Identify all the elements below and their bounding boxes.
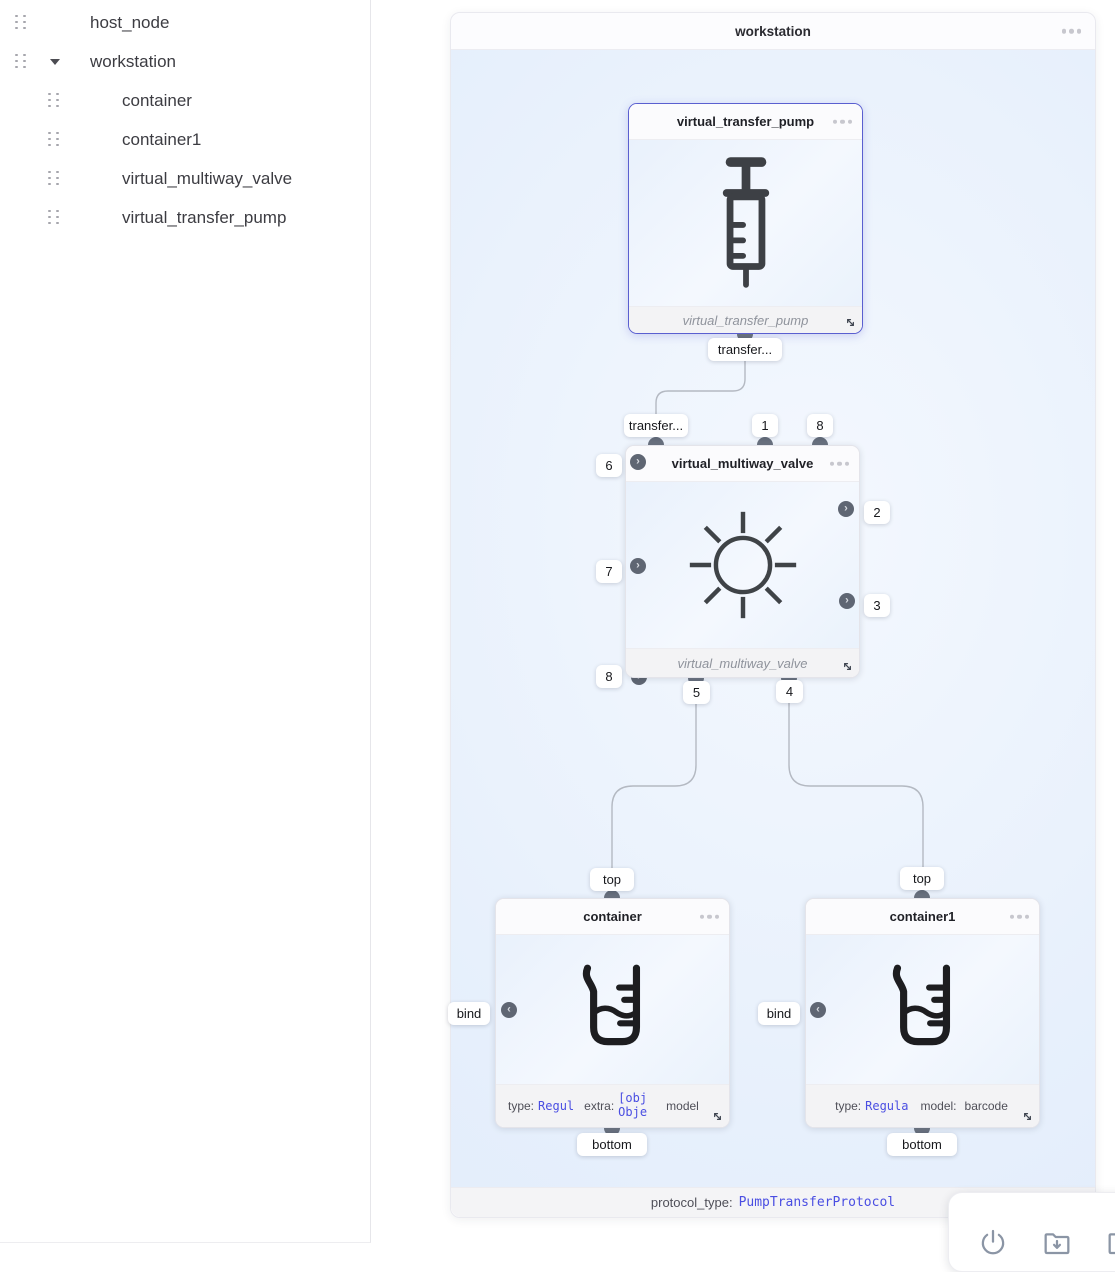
- node-body[interactable]: [806, 935, 1039, 1084]
- node-virtual-multiway-valve[interactable]: [625, 445, 860, 678]
- model-label: model:: [920, 1099, 957, 1113]
- device-tree-sidebar: [0, 0, 371, 1243]
- beaker-icon: [872, 956, 974, 1064]
- tree-item-label[interactable]: virtual_multiway_valve: [122, 168, 293, 188]
- tree-item-workstation[interactable]: [0, 42, 370, 81]
- drag-handle-icon[interactable]: [48, 93, 60, 109]
- port-label-valve-transfer[interactable]: transfer...: [624, 414, 688, 437]
- more-menu-icon[interactable]: [1062, 29, 1082, 34]
- port-label-container1-bind[interactable]: bind: [758, 1002, 800, 1025]
- drag-handle-icon[interactable]: [48, 210, 60, 226]
- port-label-valve-3[interactable]: 3: [864, 594, 890, 617]
- canvas-action-toolbar: [948, 1192, 1115, 1272]
- port-valve-7[interactable]: ›: [630, 558, 646, 574]
- folder-upload-icon: [1105, 1227, 1115, 1259]
- port-label-valve-2[interactable]: 2: [864, 501, 890, 524]
- more-menu-icon[interactable]: [833, 119, 853, 124]
- tree-item-virtual-transfer-pump[interactable]: [0, 198, 370, 237]
- node-title: virtual_multiway_valve: [671, 456, 814, 471]
- node-header[interactable]: [806, 899, 1039, 935]
- port-label-valve-4[interactable]: 4: [776, 680, 803, 703]
- workstation-title: workstation: [735, 23, 811, 39]
- folder-download-icon: [1041, 1227, 1073, 1259]
- power-button[interactable]: [977, 1227, 1009, 1259]
- more-menu-icon[interactable]: [1010, 914, 1030, 919]
- node-footer: [806, 1084, 1039, 1127]
- protocol-type-value: PumpTransferProtocol: [738, 1195, 896, 1210]
- multiway-valve-icon: [685, 507, 801, 623]
- port-label-container-bottom[interactable]: bottom: [577, 1133, 647, 1156]
- tree-item-label[interactable]: virtual_transfer_pump: [122, 207, 287, 227]
- drag-handle-icon[interactable]: [48, 132, 60, 148]
- drag-handle-icon[interactable]: [15, 15, 27, 31]
- port-label-container1-bottom[interactable]: bottom: [887, 1133, 957, 1156]
- node-footer: [626, 648, 859, 677]
- port-valve-3[interactable]: ›: [839, 593, 855, 609]
- port-label-container-bind[interactable]: bind: [448, 1002, 490, 1025]
- tree-item-label[interactable]: workstation: [90, 51, 176, 71]
- node-header[interactable]: [496, 899, 729, 935]
- node-container[interactable]: [495, 898, 730, 1128]
- more-menu-icon[interactable]: [700, 914, 720, 919]
- node-title: virtual_transfer_pump: [676, 114, 815, 129]
- drag-handle-icon[interactable]: [15, 54, 27, 70]
- port-label-valve-8-top[interactable]: 8: [807, 414, 833, 437]
- tree-item-label[interactable]: container1: [122, 129, 202, 149]
- port-container-bind[interactable]: ‹: [501, 1002, 517, 1018]
- type-label: type:: [835, 1099, 862, 1113]
- tree-item-container[interactable]: [0, 81, 370, 120]
- tree-item-container1[interactable]: [0, 120, 370, 159]
- port-label-valve-8-left[interactable]: 8: [596, 665, 622, 688]
- resize-handle-icon[interactable]: [711, 1110, 724, 1123]
- caret-down-icon[interactable]: [50, 59, 60, 65]
- tree-item-virtual-multiway-valve[interactable]: [0, 159, 370, 198]
- port-label-container1-top[interactable]: top: [900, 867, 944, 890]
- port-container1-bind[interactable]: ‹: [810, 1002, 826, 1018]
- extra-value: [obj Obje: [618, 1092, 648, 1119]
- syringe-icon: [717, 154, 775, 292]
- resize-handle-icon[interactable]: [841, 660, 854, 673]
- type-value: Regul: [538, 1099, 575, 1113]
- port-label-valve-6[interactable]: 6: [596, 454, 622, 477]
- node-header[interactable]: [629, 104, 862, 140]
- export-button[interactable]: [1105, 1227, 1115, 1259]
- port-label-valve-7[interactable]: 7: [596, 560, 622, 583]
- beaker-icon: [562, 956, 664, 1064]
- extra-label: extra:: [584, 1099, 615, 1113]
- node-header[interactable]: [626, 446, 859, 482]
- port-valve-6[interactable]: ›: [630, 454, 646, 470]
- port-valve-2[interactable]: ›: [838, 501, 854, 517]
- resize-handle-icon[interactable]: [1021, 1110, 1034, 1123]
- tree-item-host-node[interactable]: [0, 3, 370, 42]
- import-button[interactable]: [1041, 1227, 1073, 1259]
- resize-handle-icon[interactable]: [844, 316, 857, 329]
- port-label-pump-transfer[interactable]: transfer...: [708, 338, 782, 361]
- node-title: container: [583, 909, 642, 924]
- protocol-type-label: protocol_type:: [650, 1195, 733, 1210]
- node-subtitle: virtual_multiway_valve: [677, 655, 808, 671]
- workstation-header[interactable]: [451, 13, 1095, 50]
- model-value: barcode: [964, 1099, 1008, 1113]
- drag-handle-icon[interactable]: [48, 171, 60, 187]
- node-title: container1: [889, 909, 956, 924]
- port-label-valve-1[interactable]: 1: [752, 414, 778, 437]
- node-footer: [496, 1084, 729, 1127]
- model-label: model: [666, 1099, 699, 1113]
- node-subtitle: virtual_transfer_pump: [682, 312, 809, 328]
- tree-item-label[interactable]: container: [122, 90, 192, 110]
- node-footer: [629, 306, 862, 333]
- node-body[interactable]: [626, 482, 859, 648]
- port-label-valve-5[interactable]: 5: [683, 681, 710, 704]
- node-body[interactable]: [629, 140, 862, 306]
- node-body[interactable]: [496, 935, 729, 1084]
- tree-item-label[interactable]: host_node: [90, 12, 170, 32]
- node-virtual-transfer-pump[interactable]: [628, 103, 863, 334]
- more-menu-icon[interactable]: [830, 461, 850, 466]
- type-value: Regula: [865, 1099, 909, 1113]
- type-label: type:: [508, 1099, 535, 1113]
- port-label-container-top[interactable]: top: [590, 868, 634, 891]
- power-icon: [977, 1227, 1009, 1259]
- node-container1[interactable]: [805, 898, 1040, 1128]
